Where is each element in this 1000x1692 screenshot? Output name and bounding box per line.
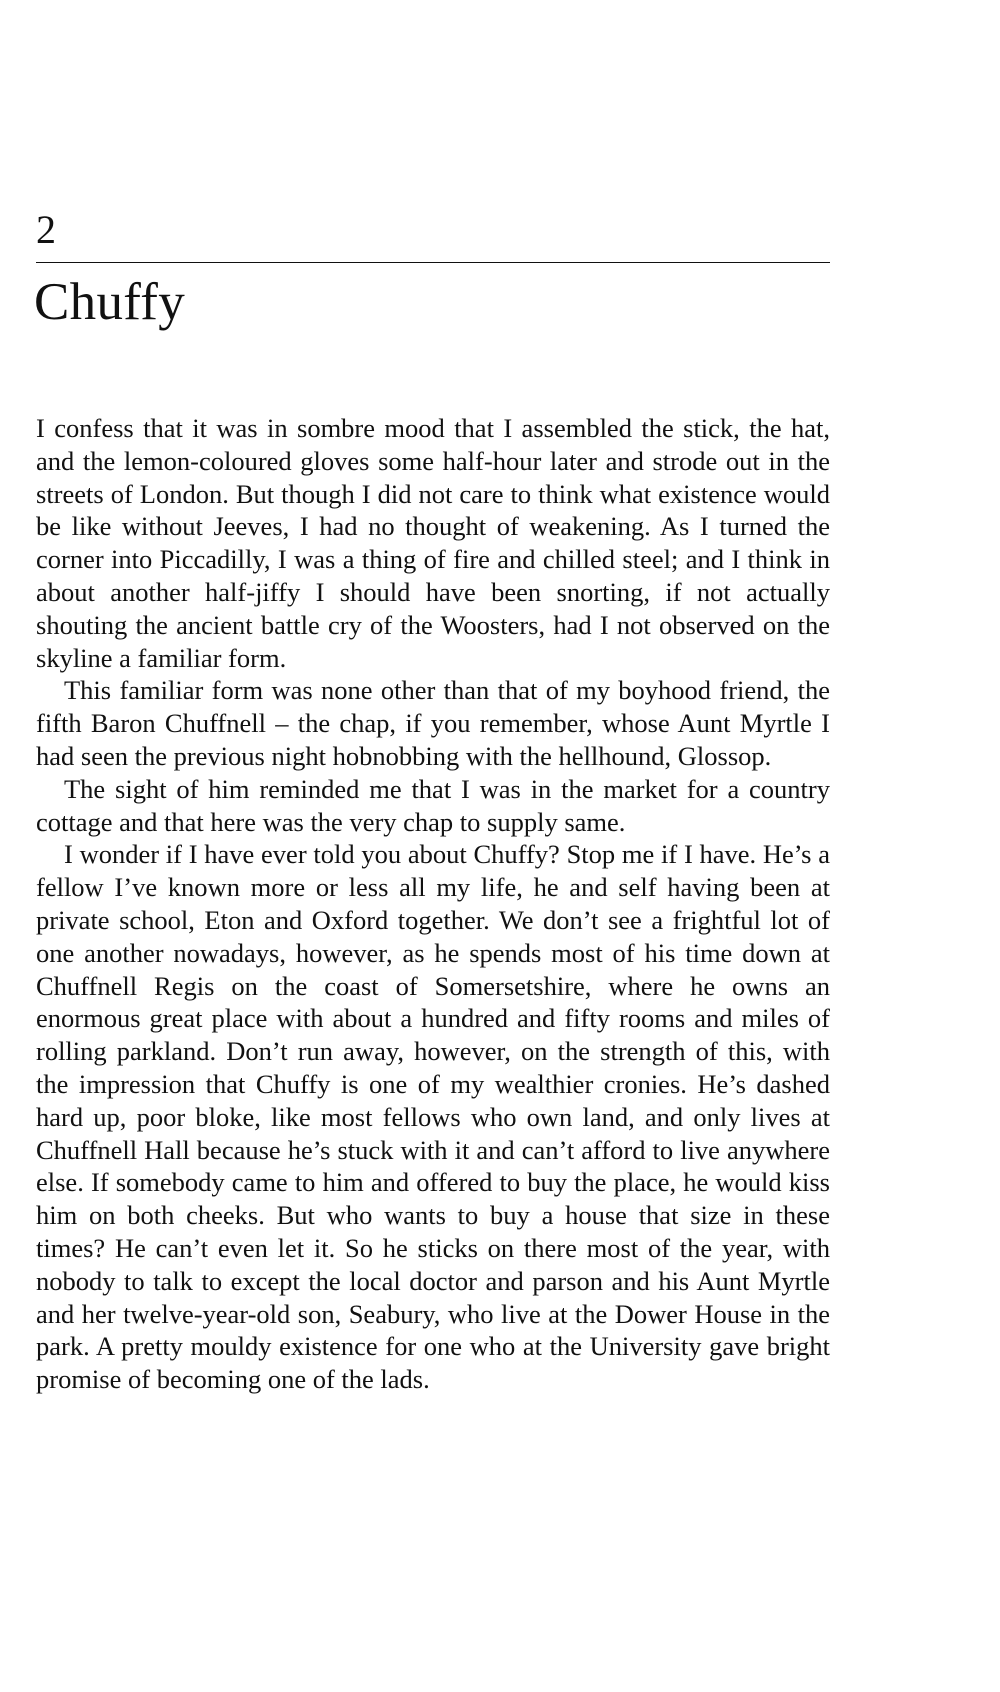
chapter-body: [36, 412, 830, 1396]
paragraph: I wonder if I have ever told you about Chuffy? Stop me if I have. He’s a fellow I’ve known more or less all my life, he and self having been at private school, Eton and Oxford together. We don’t see a frightful lot of one another nowadays, however, as he spends most of his time down at Chuffnell Regis on the coast of Somersetshire, where he owns an enormous great place with about a hundred and fifty rooms and miles of rolling parkland. Don’t run away, however, on the strength of this, with the impression that Chuffy is one of my wealthier cronies. He’s dashed hard up, poor bloke, like most fellows who own land, and only lives at Chuffnell Hall because he’s stuck with it and can’t afford to live anywhere else. If somebody came to him and offered to buy the place, he would kiss him on both cheeks. But who wants to buy a house that size in these times? He can’t even let it. So he sticks on there most of the year, with nobody to talk to except the local doctor and parson and his Aunt Myrtle and her twelve-year-old son, Seabury, who live at the Dower House in the park. A pretty mouldy existence for one who at the University gave bright promise of becoming one of the lads.: [36, 839, 830, 1395]
chapter-number: 2: [36, 207, 56, 252]
paragraph: This familiar form was none other than that of my boyhood friend, the fifth Baron Chuffnell – the chap, if you remember, whose Aunt Myrtle I had seen the previous night hobnobbing with the hellhound, Glossop.: [36, 675, 830, 771]
paragraph: I confess that it was in sombre mood that I assembled the stick, the hat, and the lemon-coloured gloves some half-hour later and strode out in the streets of London. But though I did not care to think what existence would be like without Jeeves, I had no thought of weakening. As I turned the corner into Piccadilly, I was a thing of fire and chilled steel; and I think in about another half-jiffy I should have been snorting, if not actually shouting the ancient battle cry of the Woosters, had I not observed on the skyline a familiar form.: [36, 413, 830, 673]
chapter-divider: [36, 262, 830, 263]
paragraph: The sight of him reminded me that I was in the market for a country cottage and that here was the very chap to supply same.: [36, 773, 830, 837]
chapter-title: Chuffy: [34, 273, 185, 331]
